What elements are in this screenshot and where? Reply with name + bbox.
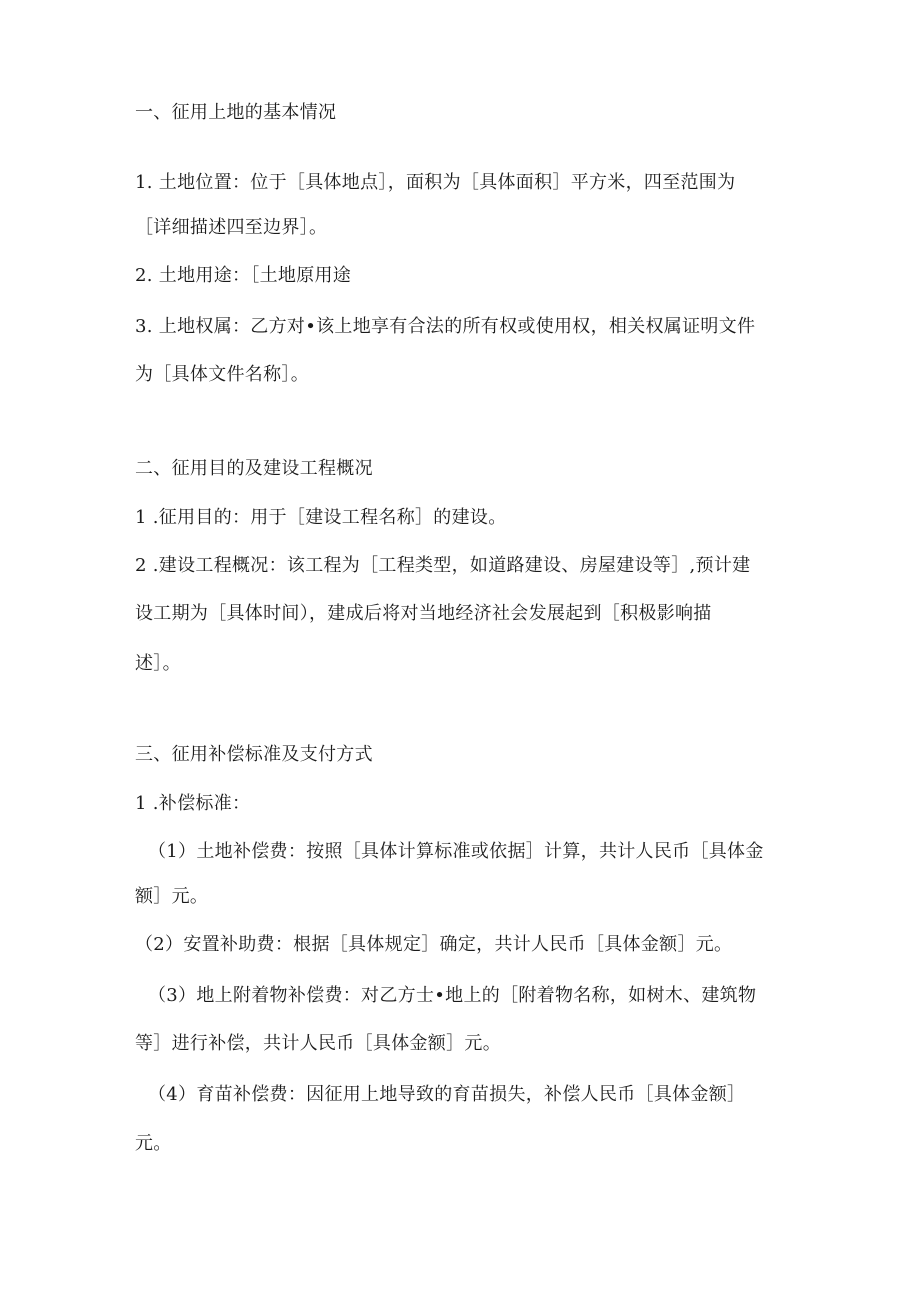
- section3-sub3-line1: （3）地上附着物补偿费：对乙方士•地上的［附着物名称，如树木、建筑物: [148, 985, 757, 1006]
- section3-sub4-line2: 元。: [135, 1133, 172, 1154]
- section1-item1-line2: ［详细描述四至边界］。: [135, 217, 328, 238]
- section3-sub1-line2: 额］元。: [135, 886, 209, 907]
- section2-item2-line1: 2 .建设工程概况：该工程为［工程类型，如道路建设、房屋建设等］,预计建: [135, 555, 751, 576]
- section1-item3-line1: 3. 上地权属：乙方对•该上地享有合法的所有权或使用权，相关权属证明文件: [135, 316, 756, 337]
- section2-heading: 二、征用目的及建设工程概况: [135, 458, 373, 479]
- section1-heading: 一、征用上地的基本情况: [135, 102, 337, 123]
- section1-item3-line2: 为［具体文件名称］。: [135, 364, 309, 385]
- section3-sub2: （2）安置补助费：根据［具体规定］确定，共计人民币［具体金额］元。: [135, 934, 733, 955]
- section1-item2: 2. 土地用途：［土地原用途: [135, 265, 352, 286]
- section3-heading: 三、征用补偿标准及支付方式: [135, 744, 373, 765]
- section3-sub3-line2: 等］进行补偿，共计人民币［具体金额］元。: [135, 1033, 501, 1054]
- section3-sub1-line1: （1）土地补偿费：按照［具体计算标准或依据］计算，共计人民币［具体金: [148, 841, 764, 862]
- section2-item2-line3: 述］。: [135, 653, 181, 674]
- section3-item1: 1 .补偿标准：: [135, 793, 251, 814]
- section1-item1-line1: 1. 土地位置：位于［具体地点］，面积为［具体面积］平方米，四至范围为: [135, 172, 736, 193]
- section2-item2-line2: 设工期为［具体时间），建成后将对当地经济社会发展起到［积极影响描: [135, 603, 712, 624]
- section2-item1: 1 .征用目的：用于［建设工程名称］的建设。: [135, 507, 507, 528]
- section3-sub4-line1: （4）育苗补偿费：因征用上地导致的育苗损失，补偿人民币［具体金额］: [148, 1084, 746, 1105]
